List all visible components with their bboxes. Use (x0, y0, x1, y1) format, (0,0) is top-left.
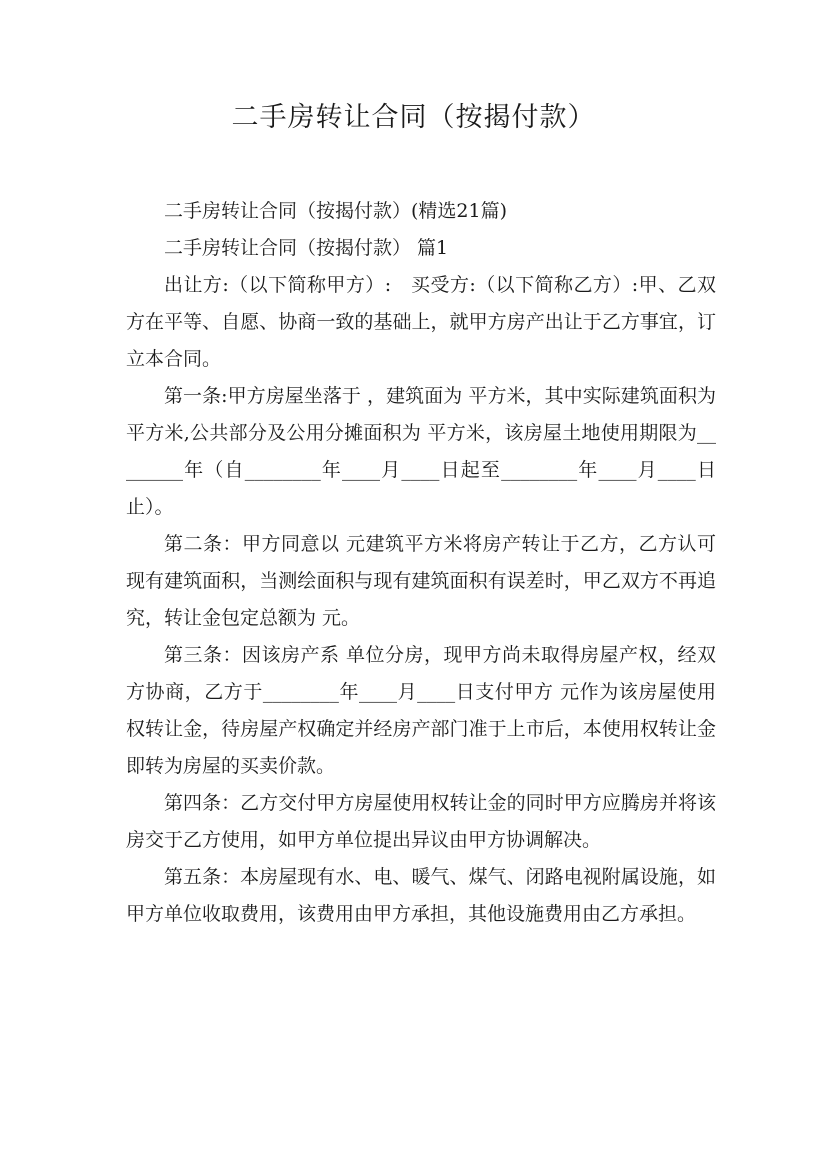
paragraph-section-heading: 二手房转让合同（按揭付款） 篇1 (164, 237, 449, 259)
paragraph-article-4: 第四条：乙方交付甲方房屋使用权转让金的同时甲方应腾房并将该房交于乙方使用，如甲方单位提出异议由甲方协调解决。 (126, 792, 716, 851)
paragraph-article-3: 第三条：因该房产系 单位分房，现甲方尚未取得房屋产权，经双方协商，乙方于________年____月____日支付甲方 元作为该房屋使用权转让金，待房屋产权确定并经房产部门准于上市后，本使用权转让金即转为房屋的买卖价款。 (126, 644, 716, 777)
paragraph-parties: 出让方:（以下简称甲方）: 买受方:（以下简称乙方）:甲、乙双方在平等、自愿、协商一致的基础上，就甲方房产出让于乙方事宜，订立本合同。 (126, 274, 716, 370)
document-title: 二手房转让合同（按揭付款） (231, 102, 596, 133)
paragraph-article-2: 第二条：甲方同意以 元建筑平方米将房产转让于乙方，乙方认可现有建筑面积，当测绘面积与现有建筑面积有误差时，甲乙双方不再追究，转让金包定总额为 元。 (126, 533, 716, 629)
paragraph-article-1: 第一条:甲方房屋坐落于 ，建筑面为 平方米，其中实际建筑面积为 平方米,公共部分及公用分摊面积为 平方米，该房屋土地使用期限为________年（自________年____月____日起至________年____月____日止）。 (126, 385, 716, 518)
paragraph-article-5: 第五条：本房屋现有水、电、暖气、煤气、闭路电视附属设施，如甲方单位收取费用，该费用由甲方承担，其他设施费用由乙方承担。 (126, 866, 716, 925)
document-body (126, 193, 716, 933)
paragraph-subtitle: 二手房转让合同（按揭付款）(精选21篇) (164, 200, 508, 222)
